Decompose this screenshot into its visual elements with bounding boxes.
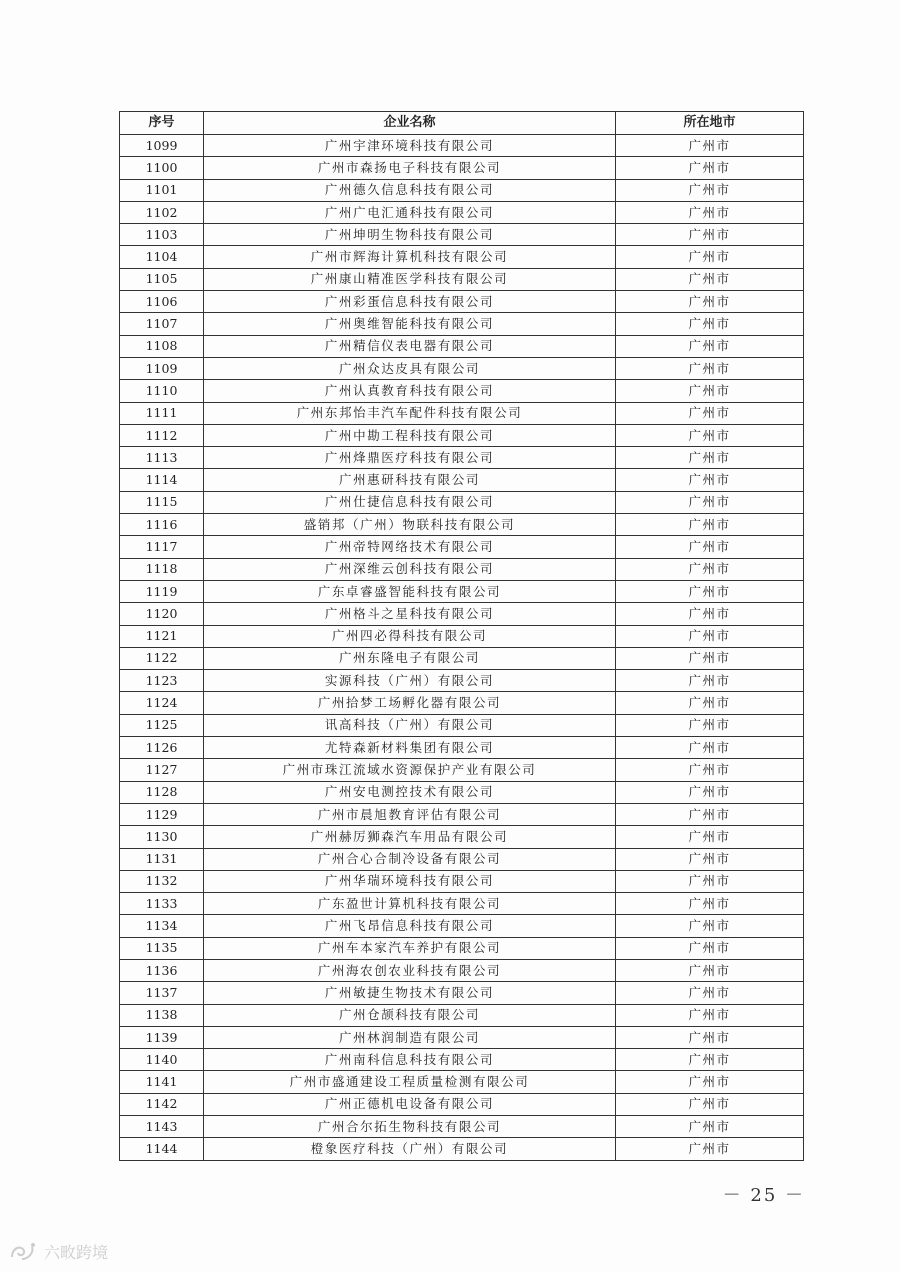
table-row (120, 447, 804, 469)
table-row (120, 402, 804, 424)
city-cell: 广州市 (616, 759, 804, 781)
serial-number-cell: 1118 (120, 558, 204, 580)
table-row (120, 937, 804, 959)
table-row (120, 1116, 804, 1138)
table-row (120, 759, 804, 781)
table-row (120, 1138, 804, 1160)
city-cell: 广州市 (616, 224, 804, 246)
city-cell: 广州市 (616, 1004, 804, 1026)
brand-logo-icon (8, 1241, 38, 1263)
city-cell: 广州市 (616, 536, 804, 558)
enterprise-name-cell: 广州格斗之星科技有限公司 (204, 603, 616, 625)
serial-number-cell: 1136 (120, 959, 204, 981)
table-row (120, 380, 804, 402)
table-row (120, 982, 804, 1004)
table-row (120, 469, 804, 491)
enterprise-name-cell: 广州市晨旭教育评估有限公司 (204, 803, 616, 825)
table-row (120, 491, 804, 513)
city-cell: 广州市 (616, 179, 804, 201)
city-cell: 广州市 (616, 380, 804, 402)
city-cell: 广州市 (616, 357, 804, 379)
enterprise-name-cell: 广州林润制造有限公司 (204, 1026, 616, 1048)
city-cell: 广州市 (616, 268, 804, 290)
city-cell: 广州市 (616, 959, 804, 981)
page-number: － 25 － (722, 1185, 805, 1206)
watermark-text: 六畋跨境 (44, 1243, 109, 1262)
table-row (120, 268, 804, 290)
table-row (120, 201, 804, 223)
serial-number-cell: 1103 (120, 224, 204, 246)
enterprise-name-cell: 盛销邦（广州）物联科技有限公司 (204, 514, 616, 536)
header-city: 所在地市 (616, 112, 804, 135)
table-row (120, 313, 804, 335)
enterprise-name-cell: 广州彩蛋信息科技有限公司 (204, 291, 616, 313)
table-row (120, 670, 804, 692)
serial-number-cell: 1114 (120, 469, 204, 491)
serial-number-cell: 1142 (120, 1093, 204, 1115)
enterprise-name-cell: 广州深维云创科技有限公司 (204, 558, 616, 580)
enterprise-name-cell: 广州市辉海计算机科技有限公司 (204, 246, 616, 268)
city-cell: 广州市 (616, 157, 804, 179)
enterprise-name-cell: 广州坤明生物科技有限公司 (204, 224, 616, 246)
table-row (120, 558, 804, 580)
city-cell: 广州市 (616, 737, 804, 759)
enterprise-name-cell: 广州正德机电设备有限公司 (204, 1093, 616, 1115)
serial-number-cell: 1134 (120, 915, 204, 937)
enterprise-name-cell: 广州华瑞环境科技有限公司 (204, 870, 616, 892)
table-row (120, 625, 804, 647)
table-row (120, 179, 804, 201)
city-cell: 广州市 (616, 335, 804, 357)
serial-number-cell: 1139 (120, 1026, 204, 1048)
serial-number-cell: 1119 (120, 580, 204, 602)
serial-number-cell: 1115 (120, 491, 204, 513)
table-row (120, 246, 804, 268)
enterprise-name-cell: 广州东隆电子有限公司 (204, 647, 616, 669)
serial-number-cell: 1133 (120, 893, 204, 915)
enterprise-name-cell: 广州仕捷信息科技有限公司 (204, 491, 616, 513)
table-row (120, 714, 804, 736)
serial-number-cell: 1130 (120, 826, 204, 848)
city-cell: 广州市 (616, 647, 804, 669)
enterprise-name-cell: 广东卓睿盛智能科技有限公司 (204, 580, 616, 602)
table-body (120, 135, 804, 1161)
enterprise-name-cell: 橙象医疗科技（广州）有限公司 (204, 1138, 616, 1160)
serial-number-cell: 1123 (120, 670, 204, 692)
table-row (120, 603, 804, 625)
table-row (120, 893, 804, 915)
table-row (120, 915, 804, 937)
city-cell: 广州市 (616, 937, 804, 959)
serial-number-cell: 1125 (120, 714, 204, 736)
serial-number-cell: 1099 (120, 135, 204, 157)
city-cell: 广州市 (616, 826, 804, 848)
table-row (120, 848, 804, 870)
table-row (120, 424, 804, 446)
enterprise-name-cell: 广州奥维智能科技有限公司 (204, 313, 616, 335)
city-cell: 广州市 (616, 870, 804, 892)
enterprise-name-cell: 广州德久信息科技有限公司 (204, 179, 616, 201)
enterprise-name-cell: 广州康山精准医学科技有限公司 (204, 268, 616, 290)
serial-number-cell: 1101 (120, 179, 204, 201)
enterprise-name-cell: 广州市珠江流域水资源保护产业有限公司 (204, 759, 616, 781)
enterprise-name-cell: 广州敏捷生物技术有限公司 (204, 982, 616, 1004)
city-cell: 广州市 (616, 469, 804, 491)
serial-number-cell: 1129 (120, 803, 204, 825)
enterprise-name-cell: 广州四必得科技有限公司 (204, 625, 616, 647)
table-row (120, 870, 804, 892)
serial-number-cell: 1126 (120, 737, 204, 759)
serial-number-cell: 1135 (120, 937, 204, 959)
serial-number-cell: 1109 (120, 357, 204, 379)
table-row (120, 647, 804, 669)
enterprise-name-cell: 广州合心合制冷设备有限公司 (204, 848, 616, 870)
enterprise-name-cell: 广州合尔拓生物科技有限公司 (204, 1116, 616, 1138)
table-row (120, 803, 804, 825)
serial-number-cell: 1143 (120, 1116, 204, 1138)
table-row (120, 224, 804, 246)
city-cell: 广州市 (616, 982, 804, 1004)
enterprise-name-cell: 讯高科技（广州）有限公司 (204, 714, 616, 736)
table-row (120, 959, 804, 981)
enterprise-name-cell: 广州仓颉科技有限公司 (204, 1004, 616, 1026)
table-row (120, 357, 804, 379)
enterprise-name-cell: 实源科技（广州）有限公司 (204, 670, 616, 692)
watermark (8, 1240, 108, 1263)
city-cell: 广州市 (616, 848, 804, 870)
serial-number-cell: 1100 (120, 157, 204, 179)
serial-number-cell: 1117 (120, 536, 204, 558)
serial-number-cell: 1127 (120, 759, 204, 781)
table-row (120, 135, 804, 157)
city-cell: 广州市 (616, 603, 804, 625)
table-row (120, 1049, 804, 1071)
enterprise-name-cell: 广州帝特网络技术有限公司 (204, 536, 616, 558)
city-cell: 广州市 (616, 201, 804, 223)
city-cell: 广州市 (616, 291, 804, 313)
header-serial-number: 序号 (120, 112, 204, 135)
enterprise-name-cell: 尤特森新材料集团有限公司 (204, 737, 616, 759)
table-row (120, 737, 804, 759)
table-row (120, 781, 804, 803)
header-enterprise-name: 企业名称 (204, 112, 616, 135)
serial-number-cell: 1132 (120, 870, 204, 892)
city-cell: 广州市 (616, 893, 804, 915)
city-cell: 广州市 (616, 781, 804, 803)
city-cell: 广州市 (616, 424, 804, 446)
city-cell: 广州市 (616, 714, 804, 736)
enterprise-name-cell: 广州市森扬电子科技有限公司 (204, 157, 616, 179)
table-row (120, 291, 804, 313)
table-row (120, 1071, 804, 1093)
enterprise-table (119, 111, 804, 1161)
city-cell: 广州市 (616, 514, 804, 536)
serial-number-cell: 1137 (120, 982, 204, 1004)
serial-number-cell: 1122 (120, 647, 204, 669)
enterprise-name-cell: 广州众达皮具有限公司 (204, 357, 616, 379)
city-cell: 广州市 (616, 1049, 804, 1071)
city-cell: 广州市 (616, 558, 804, 580)
table-row (120, 536, 804, 558)
table-row (120, 580, 804, 602)
enterprise-name-cell: 广东盈世计算机科技有限公司 (204, 893, 616, 915)
serial-number-cell: 1104 (120, 246, 204, 268)
serial-number-cell: 1116 (120, 514, 204, 536)
table-row (120, 1004, 804, 1026)
serial-number-cell: 1120 (120, 603, 204, 625)
serial-number-cell: 1121 (120, 625, 204, 647)
enterprise-name-cell: 广州海农创农业科技有限公司 (204, 959, 616, 981)
serial-number-cell: 1112 (120, 424, 204, 446)
city-cell: 广州市 (616, 692, 804, 714)
city-cell: 广州市 (616, 135, 804, 157)
enterprise-name-cell: 广州市盛通建设工程质量检测有限公司 (204, 1071, 616, 1093)
serial-number-cell: 1140 (120, 1049, 204, 1071)
serial-number-cell: 1144 (120, 1138, 204, 1160)
city-cell: 广州市 (616, 1116, 804, 1138)
city-cell: 广州市 (616, 1026, 804, 1048)
serial-number-cell: 1113 (120, 447, 204, 469)
table-header-row (120, 112, 804, 135)
enterprise-name-cell: 广州赫厉狮森汽车用品有限公司 (204, 826, 616, 848)
serial-number-cell: 1128 (120, 781, 204, 803)
city-cell: 广州市 (616, 402, 804, 424)
serial-number-cell: 1138 (120, 1004, 204, 1026)
city-cell: 广州市 (616, 580, 804, 602)
table-row (120, 826, 804, 848)
serial-number-cell: 1102 (120, 201, 204, 223)
city-cell: 广州市 (616, 915, 804, 937)
serial-number-cell: 1110 (120, 380, 204, 402)
table-row (120, 335, 804, 357)
serial-number-cell: 1141 (120, 1071, 204, 1093)
city-cell: 广州市 (616, 803, 804, 825)
serial-number-cell: 1105 (120, 268, 204, 290)
enterprise-name-cell: 广州中勘工程科技有限公司 (204, 424, 616, 446)
serial-number-cell: 1107 (120, 313, 204, 335)
city-cell: 广州市 (616, 1093, 804, 1115)
enterprise-name-cell: 广州宇津环境科技有限公司 (204, 135, 616, 157)
city-cell: 广州市 (616, 246, 804, 268)
city-cell: 广州市 (616, 625, 804, 647)
city-cell: 广州市 (616, 313, 804, 335)
table-row (120, 1093, 804, 1115)
serial-number-cell: 1106 (120, 291, 204, 313)
enterprise-name-cell: 广州广电汇通科技有限公司 (204, 201, 616, 223)
enterprise-name-cell: 广州车本家汽车养护有限公司 (204, 937, 616, 959)
city-cell: 广州市 (616, 670, 804, 692)
table-row (120, 1026, 804, 1048)
enterprise-name-cell: 广州认真教育科技有限公司 (204, 380, 616, 402)
serial-number-cell: 1124 (120, 692, 204, 714)
table-row (120, 692, 804, 714)
enterprise-name-cell: 广州惠研科技有限公司 (204, 469, 616, 491)
city-cell: 广州市 (616, 491, 804, 513)
enterprise-name-cell: 广州烽鼎医疗科技有限公司 (204, 447, 616, 469)
city-cell: 广州市 (616, 447, 804, 469)
serial-number-cell: 1111 (120, 402, 204, 424)
enterprise-name-cell: 广州拾梦工场孵化器有限公司 (204, 692, 616, 714)
enterprise-name-cell: 广州精信仪表电器有限公司 (204, 335, 616, 357)
city-cell: 广州市 (616, 1138, 804, 1160)
enterprise-name-cell: 广州东邦怡丰汽车配件科技有限公司 (204, 402, 616, 424)
serial-number-cell: 1131 (120, 848, 204, 870)
table-row (120, 157, 804, 179)
city-cell: 广州市 (616, 1071, 804, 1093)
enterprise-name-cell: 广州南科信息科技有限公司 (204, 1049, 616, 1071)
serial-number-cell: 1108 (120, 335, 204, 357)
enterprise-name-cell: 广州安电测控技术有限公司 (204, 781, 616, 803)
enterprise-name-cell: 广州飞昂信息科技有限公司 (204, 915, 616, 937)
table-row (120, 514, 804, 536)
